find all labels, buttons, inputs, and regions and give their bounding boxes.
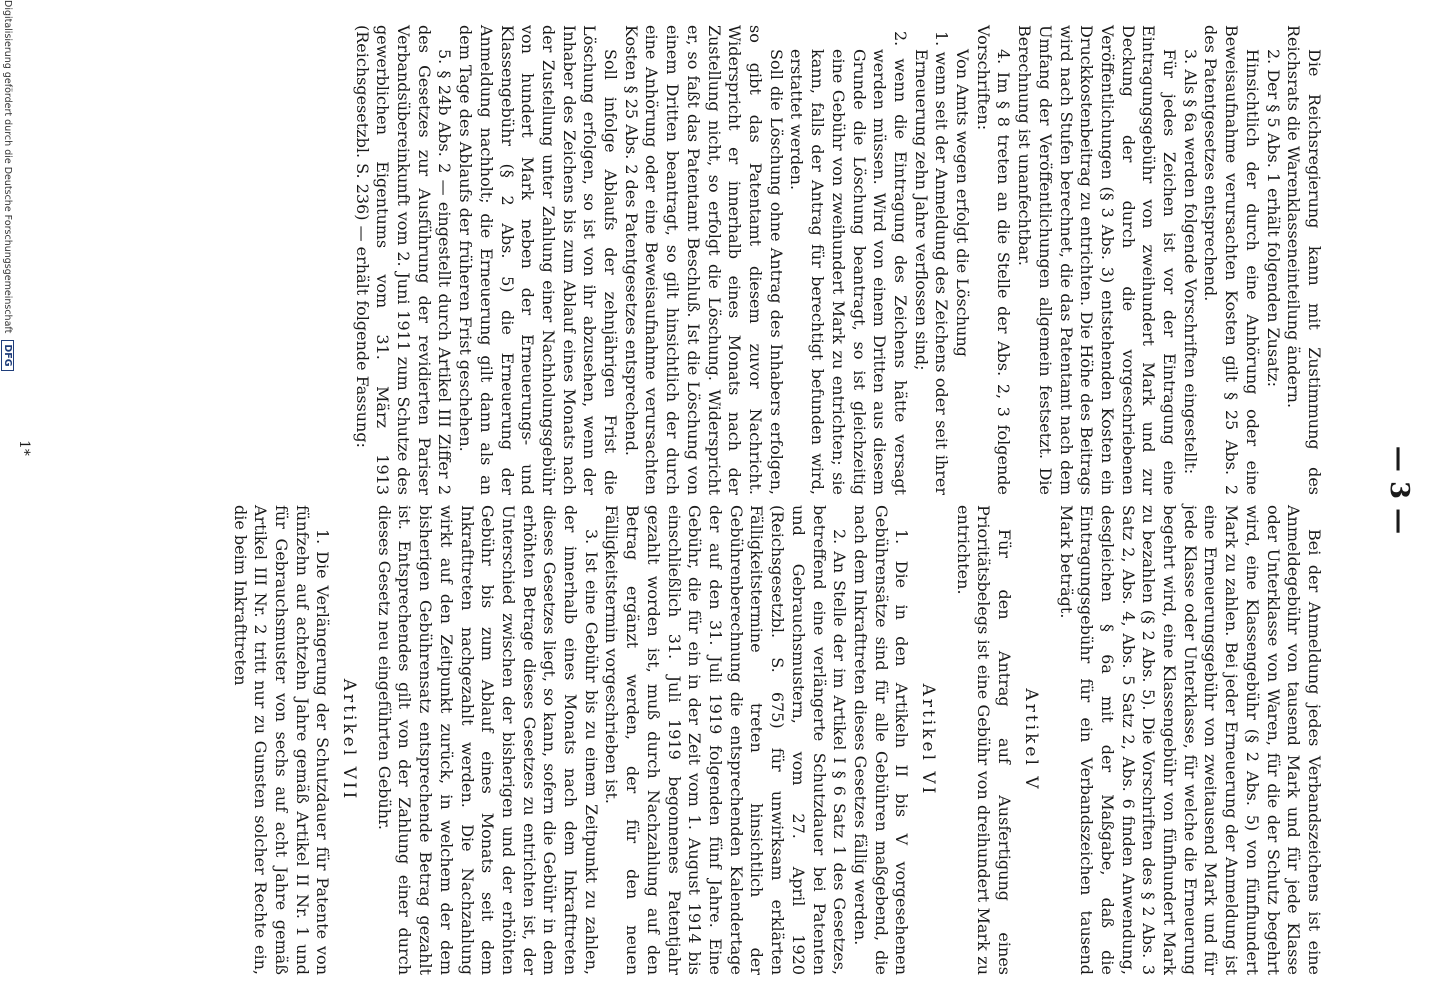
paragraph: Von Amts wegen erfolgt die Löschung	[953, 49, 973, 357]
article-heading: Artikel VII	[339, 678, 360, 802]
right-column	[229, 505, 1324, 975]
paragraph: Bei der Anmeldung jedes Verbandszeichens ist eine Anmeldegebühr von tausend Mark und für jede Klasse oder Unterklasse von Waren, für die der Schutz begehrt wird, eine Klassengebühr (§ 2 Abs. 5) von fünfhundert Mark zu zahlen. Bei jeder Erneuerung der Anmeldung ist eine Erneuerungsgebühr von zweitausend Mark und für jede Klasse oder Unterklasse, für welche die Erneuerung begehrt wird, eine Klassengebühr von fünfhundert Mark zu bezahlen (§ 2 Abs. 5). Die Vorschriften des § 2 Abs. 3 Satz 2, Abs. 4, Abs. 5 Satz 2, Abs. 6 finden Anwendung, desgleichen § 6a mit der Maßgabe, daß die Eintragungsgebühr für ein Verbandszeichen tausend Mark beträgt.	[1056, 505, 1324, 975]
paragraph: Die Reichsregierung kann mit Zustimmung des Reichsrats die Warenklasseneinteilung ändern.	[1284, 25, 1324, 495]
left-column	[351, 25, 1324, 495]
article-heading: Artikel V	[1020, 688, 1041, 792]
signature-mark: 1*	[16, 440, 32, 456]
paragraph: Soll infolge Ablaufs der zehnjährigen Frist die Löschung erfolgen, so ist von ihr abzusehen, wenn der Inhaber des Zeichens bis zum Ablauf eines Monats nach der Zustellung unter Zahlung einer Nachholungsgebühr von hundert Mark neben der Erneuerungs- und Klassengebühr (§ 2 Abs. 5) die Erneuerung der Anmeldung nachholt; die Erneuerung gilt dann als an dem Tage des Ablaufs der früheren Frist geschehen.	[456, 25, 621, 495]
article-heading: Artikel VI	[918, 683, 939, 797]
paragraph: 3. Ist eine Gebühr bis zu einem Zeitpunkt zu zahlen, der innerhalb eines Monats nach dem Inkrafttreten dieses Gesetzes liegt, so kann, sofern die Gebühr in dem erhöhten Betrage dieses Gesetzes zu entrichten ist, der Unterschied zwischen der bisherigen und der erhöhten Gebühr bis zum Ablauf eines Monats seit dem Inkrafttreten nachgezahlt werden. Die Nachzahlung wirkt auf den Zeitpunkt zurück, in welchem der dem bisherigen Gebührensatz entsprechende Betrag gezahlt ist. Entsprechendes gilt von der Zahlung einer durch dieses Gesetz neu eingeführten Gebühr.	[374, 505, 601, 975]
digitization-note-text: Digitalisierung gefördert durch die Deutsche Forschungsgemeinschaft	[2, 0, 13, 334]
paragraph: 2. Der § 5 Abs. 1 erhält folgenden Zusatz:	[1263, 49, 1283, 387]
paragraph: 5. § 24b Abs. 2 — eingestellt durch Artikel III Ziffer 2 des Gesetzes zur Ausführung der revidierten Pariser Verbandsübereinkunft vom 2. Juni 1911 zum Schutze des gewerblichen Eigentums vom 31. März 1913 (Reichsgesetzbl. S. 236) — erhält folgende Fassung:	[352, 25, 455, 495]
dfg-logo: DFG	[1, 340, 14, 370]
paragraph: Für jedes Zeichen ist vor der Eintragung eine Eintragungsgebühr von zweihundert Mark und zur Deckung der durch die vorgeschriebenen Veröffentlichungen (§ 3 Abs. 3) entstehenden Kosten ein Druckkostenbeitrag zu entrichten. Die Höhe des Beitrags wird nach Stufen berechnet, die das Patentamt nach dem Umfang der Veröffentlichungen allgemein festsetzt. Die Berechnung ist unanfechtbar.	[1015, 25, 1180, 495]
paragraph: Hinsichtlich der durch eine Anhörung oder eine Beweisaufnahme verursachten Kosten gilt § 25 Abs. 2 des Patentgesetzes entsprechend.	[1201, 25, 1262, 495]
paragraph: Für den Antrag auf Ausfertigung eines Prioritätsbelegs ist eine Gebühr von dreihundert Mark zu entrichten.	[953, 505, 1015, 975]
paragraph: 2. An Stelle der im Artikel I § 6 Satz 1 des Gesetzes, betreffend eine verlängerte Schutzdauer bei Patenten und Gebrauchsmustern, vom 27. April 1920 (Reichsgesetzbl. S. 675) für unwirksam erklärten Fälligkeitstermine treten hinsichtlich der Gebührenberechnung die entsprechenden Kalendertage der auf den 31. Juli 1919 folgenden fünf Jahre. Eine Gebühr, die für ein in der Zeit vom 1. August 1914 bis einschließlich 31. Juli 1919 begonnenes Patentjahr gezahlt worden ist, muß durch Nachzahlung auf den Betrag ergänzt werden, der für den neuen Fälligkeitstermin vorgeschrieben ist.	[602, 505, 850, 975]
digitization-note	[1, 0, 14, 1000]
page-number: — 3 —	[1384, 445, 1414, 535]
paragraph: 1. Die Verlängerung der Schutzdauer für Patente von fünfzehn auf achtzehn Jahre gemäß Artikel II Nr. 1 und für Gebrauchsmuster von sechs auf acht Jahre gemäß Artikel III Nr. 2 tritt nur zu Gunsten solcher Rechte ein, die beim Inkrafttreten	[230, 505, 333, 975]
paragraph: 3. Als § 6a werden folgende Vorschriften eingestellt:	[1180, 49, 1200, 475]
paragraph: Soll die Löschung ohne Antrag des Inhabers erfolgen, so gibt das Patentamt diesem zuvor Nachricht. Widerspricht er innerhalb eines Monats nach der Zustellung nicht, so erfolgt die Löschung. Widerspricht er, so faßt das Patentamt Beschluß. Ist die Löschung von einem Dritten beantragt, so gilt hinsichtlich der durch eine Anhörung oder eine Beweisaufnahme verursachten Kosten § 25 Abs. 2 des Patentgesetzes entsprechend.	[621, 25, 786, 495]
paragraph: 1. Die in den Artikeln II bis V vorgesehenen Gebührensätze sind für alle Gebühren maßgebend, die nach dem Inkrafttreten dieses Gesetzes fällig werden.	[850, 505, 912, 975]
paragraph: 4. Im § 8 treten an die Stelle der Abs. 2, 3 folgende Vorschriften:	[973, 25, 1014, 495]
paragraph: 1. wenn seit der Anmeldung des Zeichens oder seit ihrer Erneuerung zehn Jahre verflossen sind;	[911, 31, 952, 495]
paragraph: 2. wenn die Eintragung des Zeichens hätte versagt werden müssen. Wird von einem Dritten aus diesem Grunde die Löschung beantragt, so ist gleichzeitig eine Gebühr von zweihundert Mark zu entrichten; sie kann, falls der Antrag für berechtigt befunden wird, erstattet werden.	[787, 31, 910, 495]
